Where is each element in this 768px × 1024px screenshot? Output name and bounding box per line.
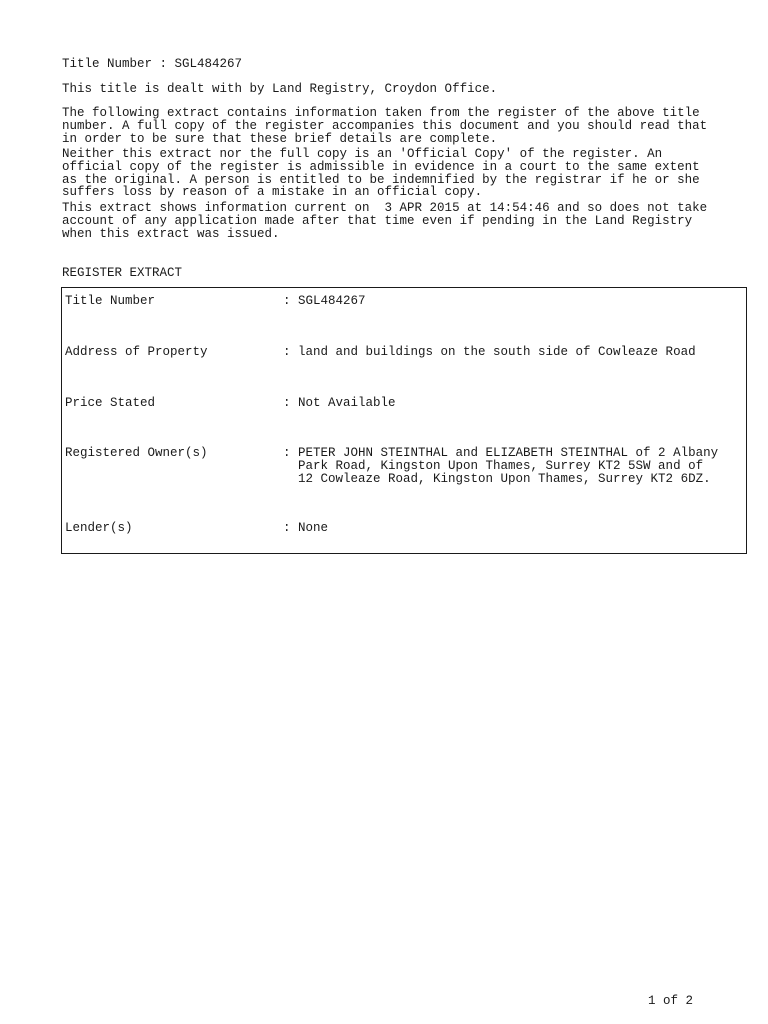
row-value: : None [283,521,329,535]
extract-info-paragraph: The following extract contains information taken from the register of the above title number. A full copy of the register accompanies this document and you should read that in order to be sure that these brief details are complete. [62,106,708,146]
row-label: Address of Property [65,345,208,359]
row-label: Lender(s) [65,521,133,535]
row-value: : SGL484267 [283,294,366,308]
row-value: : Not Available [283,396,396,410]
registry-office-line: This title is dealt with by Land Registry, Croydon Office. [62,82,498,96]
row-label: Title Number [65,294,156,308]
page-number: 1 of 2 [648,994,694,1008]
title-number-line: Title Number : SGL484267 [62,57,243,71]
official-copy-paragraph: Neither this extract nor the full copy is an 'Official Copy' of the register. An official copy of the register is admissible in evidence in a court to the same extent as the original. A person is entitled to be indemnified by the registrar if he or she suffers loss by reason of a mistake in an official copy. [62,147,700,200]
register-extract-heading: REGISTER EXTRACT [62,266,183,280]
row-value: : PETER JOHN STEINTHAL and ELIZABETH STEINTHAL of 2 Albany Park Road, Kingston Upon Thames, Surrey KT2 5SW and of 12 Cowleaze Road, Kingston Upon Thames, Surrey KT2 6DZ. [283,446,719,486]
row-label: Price Stated [65,396,156,410]
row-label: Registered Owner(s) [65,446,208,460]
row-value: : land and buildings on the south side of Cowleaze Road [283,345,696,359]
register-extract-box [61,287,747,554]
currency-paragraph: This extract shows information current on 3 APR 2015 at 14:54:46 and so does not take account of any application made after that time even if pending in the Land Registry when this extract was issued. [62,201,708,241]
